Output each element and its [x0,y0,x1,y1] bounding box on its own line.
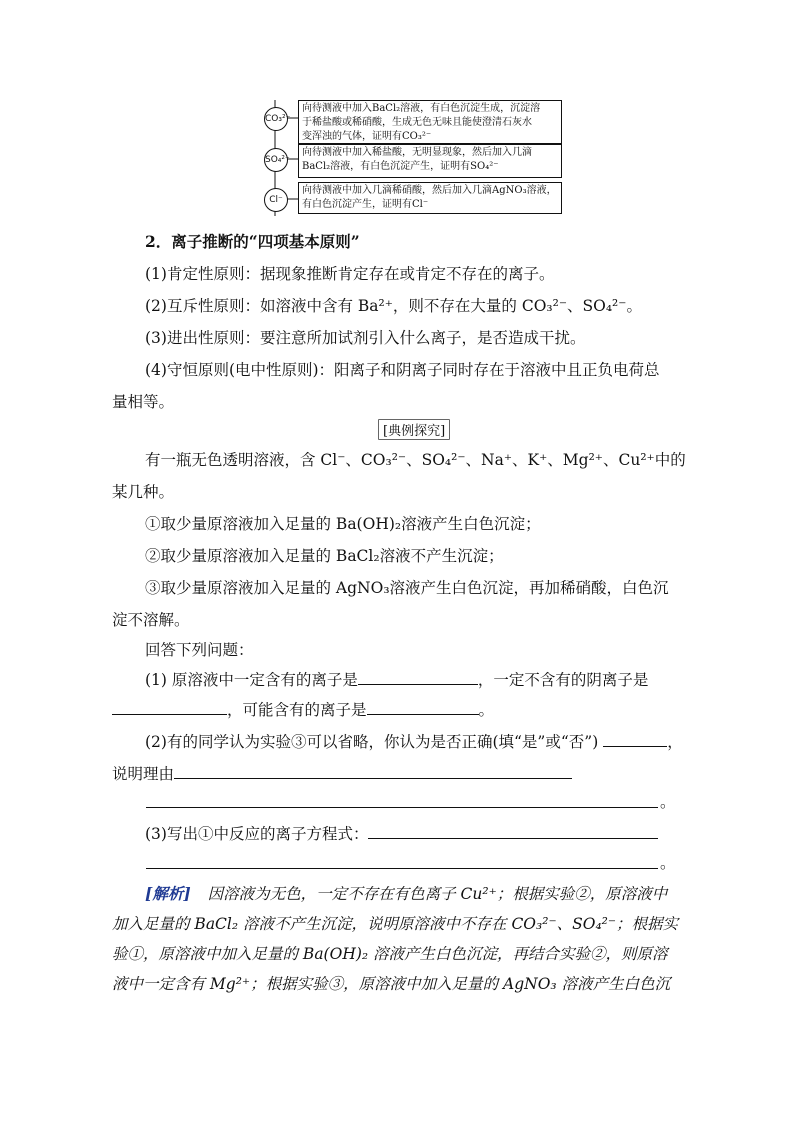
principle-4-line1: (4)守恒原则(电中性原则)：阳离子和阴离子同时存在于溶液中且正负电荷总 [145,361,660,379]
question-1-line2 [112,698,494,720]
analysis-line3: 验①，原溶液中加入足量的 Ba(OH)₂ 溶液产生白色沉淀，再结合实验②，则原溶 [112,945,668,963]
section2-heading: 2．离子推断的“四项基本原则” [145,232,360,251]
cl-test-line1: 向待测液中加入几滴稀硝酸，然后加入几滴AgNO₃溶液， [302,185,557,196]
question-1-second: ，可能含有的离子是 [227,701,367,719]
question-3-line1 [145,822,658,844]
answer-blank-2b[interactable] [174,764,572,779]
co3-test-line2: 于稀盐酸或稀硝酸，生成无色无味且能使澄清石灰水 [302,117,532,128]
question-2-period: 。 [660,793,676,811]
example-tag: [典例探究] [378,419,450,440]
question-intro-line1: 有一瓶无色透明溶液，含 Cl⁻、CO₃²⁻、SO₄²⁻、Na⁺、K⁺、Mg²⁺、Cu²⁺中的 [145,451,686,469]
co3-test-box [298,100,562,144]
question-2-line2 [112,762,572,784]
question-1-mid: ，一定不含有的阴离子是 [477,671,649,689]
analysis-line1 [145,882,667,904]
co3-test-line1: 向待测液中加入BaCl₂溶液，有白色沉淀生成，沉淀溶 [302,103,541,114]
analysis-label: [解析] [145,884,191,903]
question-3-text: (3)写出①中反应的离子方程式： [145,825,369,843]
so4-test-box [298,144,562,178]
so4-ion-circle: SO₄²⁻ [264,148,288,172]
answer-blank-1a[interactable] [358,670,478,685]
question-2-text: (2)有的同学认为实验③可以省略，你认为是否正确(填“是”或“否”) [145,733,599,751]
co3-test-line3: 变浑浊的气体，证明有CO₃²⁻ [302,131,432,142]
ask-prompt: 回答下列问题： [145,641,254,659]
cl-ion-circle: Cl⁻ [264,188,288,212]
question-1-end: 。 [478,701,495,719]
step-1: ①取少量原溶液加入足量的 Ba(OH)₂溶液产生白色沉淀； [145,515,541,533]
answer-blank-2a[interactable] [603,732,667,747]
answer-blank-2c[interactable] [146,807,658,808]
analysis-text-1: 因溶液为无色，一定不存在有色离子 Cu²⁺；根据实验②，原溶液中 [207,885,668,903]
analysis-line4: 液中一定含有 Mg²⁺；根据实验③，原溶液中加入足量的 AgNO₃ 溶液产生白色沉 [112,975,671,993]
step-3-line1: ③取少量原溶液加入足量的 AgNO₃溶液产生白色沉淀，再加稀硝酸，白色沉 [145,579,669,597]
question-2-comma: ， [667,733,683,751]
answer-blank-1b[interactable] [112,700,227,715]
principle-4-line2: 量相等。 [112,393,175,411]
question-3-period: 。 [660,854,676,872]
ion-detection-diagram [262,100,562,216]
principle-3: (3)进出性原则：要注意所加试剂引入什么离子，是否造成干扰。 [145,329,586,347]
principle-2: (2)互斥性原则：如溶液中含有 Ba²⁺，则不存在大量的 CO₃²⁻、SO₄²⁻。 [145,297,642,315]
co3-ion-circle: CO₃²⁻ [264,107,288,131]
principle-1: (1)肯定性原则：据现象推断肯定存在或肯定不存在的离子。 [145,265,555,283]
cl-test-line2: 有白色沉淀产生，证明有Cl⁻ [302,199,429,210]
answer-blank-1c[interactable] [367,700,479,715]
question-2-line1 [145,730,683,752]
so4-test-line1: 向待测液中加入稀盐酸，无明显现象，然后加入几滴 [302,147,532,158]
answer-blank-3b[interactable] [146,868,658,869]
reason-label: 说明理由 [112,765,175,783]
analysis-line2: 加入足量的 BaCl₂ 溶液不产生沉淀，说明原溶液中不存在 CO₃²⁻、SO₄²⁻；根据实 [112,915,679,933]
so4-test-line2: BaCl₂溶液，有白色沉淀产生，证明有SO₄²⁻ [302,161,499,172]
step-2: ②取少量原溶液加入足量的 BaCl₂溶液不产生沉淀； [145,547,504,565]
question-1-line1 [145,668,648,690]
cl-test-box [298,182,562,214]
question-intro-line2: 某几种。 [112,483,175,501]
answer-blank-3a[interactable] [368,824,658,839]
step-3-line2: 淀不溶解。 [112,611,190,629]
question-1-prefix: (1) 原溶液中一定含有的离子是 [145,671,358,689]
